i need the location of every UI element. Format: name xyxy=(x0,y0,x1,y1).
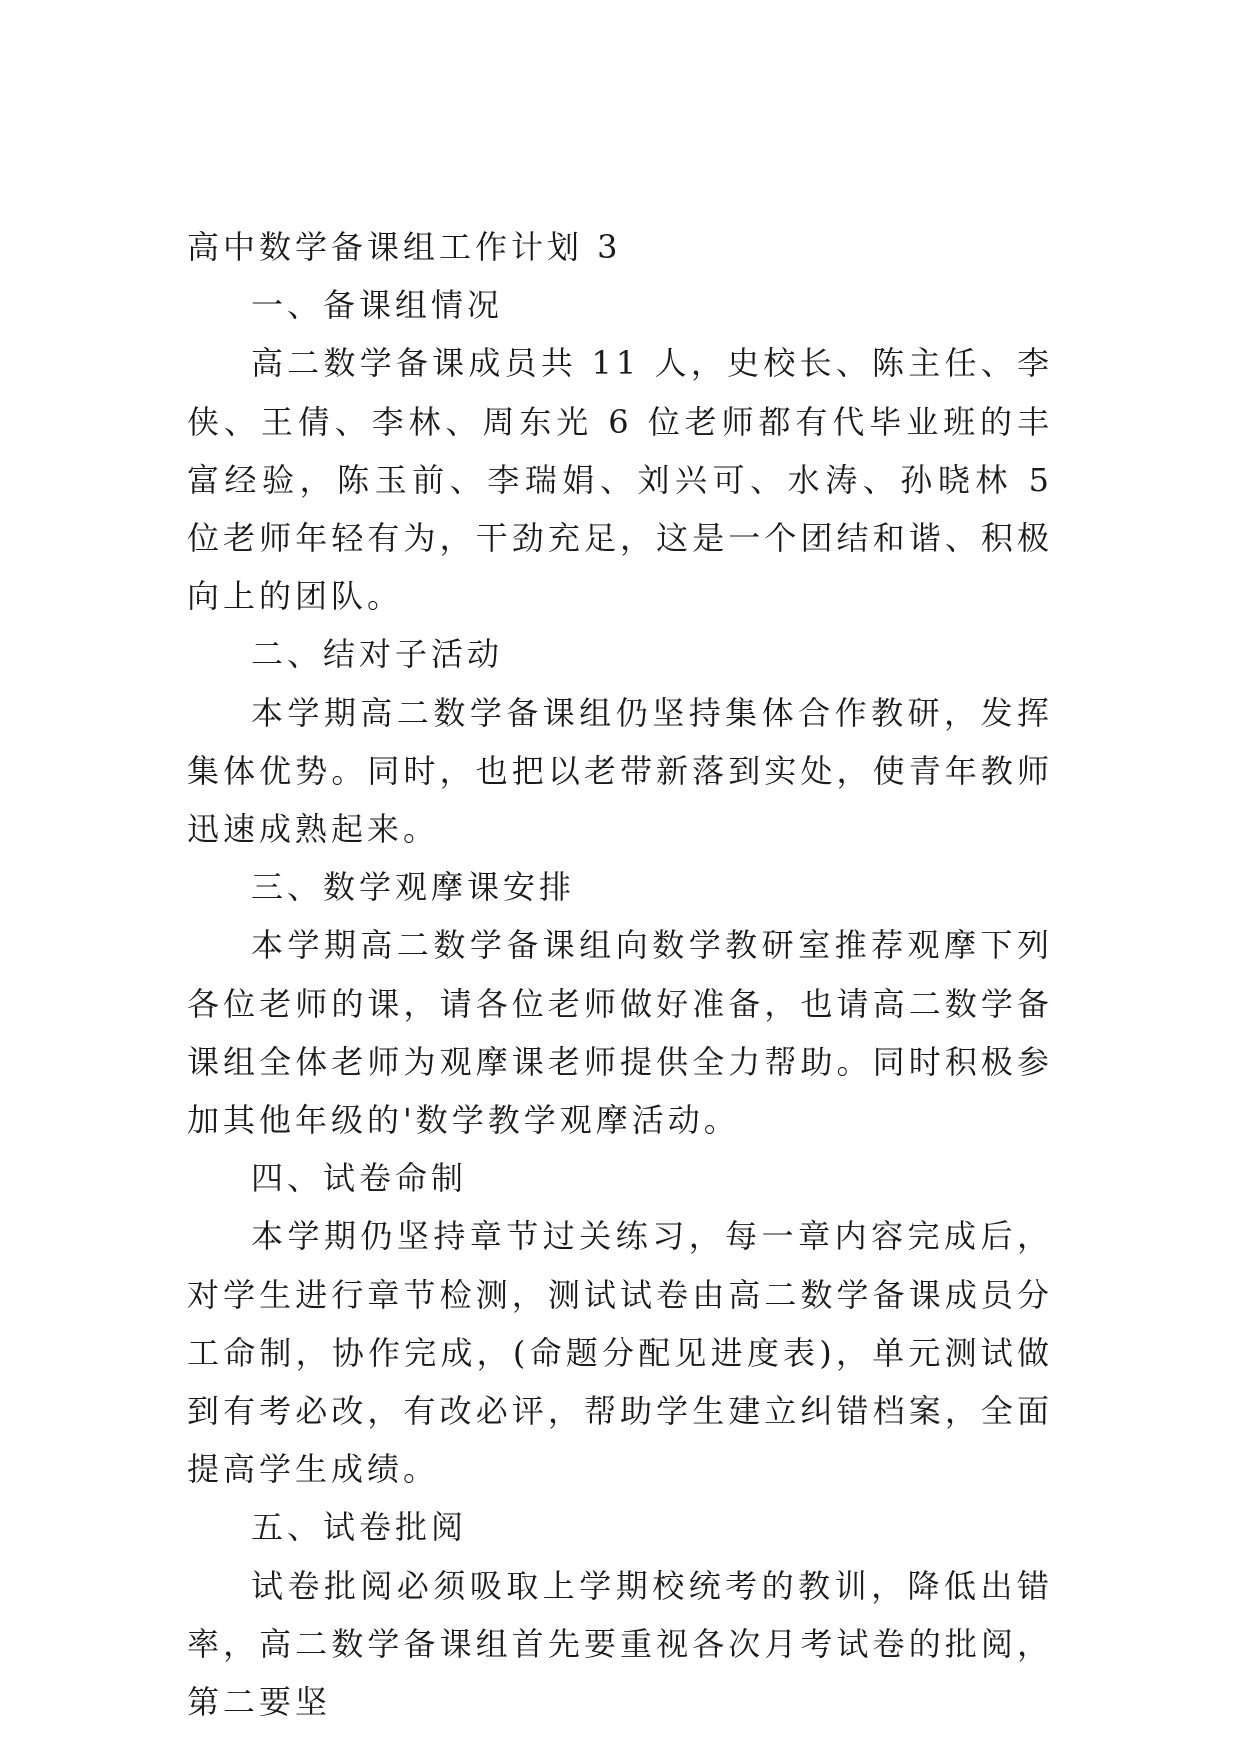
section-heading-1: 一、备课组情况 xyxy=(251,286,504,325)
section-heading-5: 五、试卷批阅 xyxy=(251,1508,468,1547)
document-title: 高中数学备课组工作计划 3 xyxy=(187,228,622,266)
section-heading-2: 二、结对子活动 xyxy=(251,635,504,674)
section-paragraph-4: 本学期仍坚持章节过关练习，每一章内容完成后，对学生进行章节检测，测试试卷由高二数学备课成员分工命制，协作完成，(命题分配见进度表)，单元测试做到有考必改，有改必评，帮助学生建立纠错档案，全面提高学生成绩。 xyxy=(187,1217,1053,1489)
section-heading-3: 三、数学观摩课安排 xyxy=(251,868,576,907)
section-paragraph-1: 高二数学备课成员共 11 人，史校长、陈主任、李侠、王倩、李林、周东光 6 位老师都有代毕业班的丰富经验，陈玉前、李瑞娟、刘兴可、水涛、孙晓林 5 位老师年轻有为，干劲充足，这是一个团结和谐、积极向上的团队。 xyxy=(187,344,1068,616)
section-paragraph-5: 试卷批阅必须吸取上学期校统考的教训，降低出错率，高二数学备课组首先要重视各次月考试卷的批阅，第二要坚 xyxy=(187,1566,1053,1722)
section-heading-4: 四、试卷命制 xyxy=(251,1159,468,1198)
section-paragraph-2: 本学期高二数学备课组仍坚持集体合作教研，发挥集体优势。同时，也把以老带新落到实处，使青年教师迅速成熟起来。 xyxy=(187,693,1053,849)
document-body xyxy=(187,218,1068,1731)
section-paragraph-3: 本学期高二数学备课组向数学教研室推荐观摩下列各位老师的课，请各位老师做好准备，也请高二数学备课组全体老师为观摩课老师提供全力帮助。同时积极参加其他年级的'数学教学观摩活动。 xyxy=(187,926,1053,1140)
